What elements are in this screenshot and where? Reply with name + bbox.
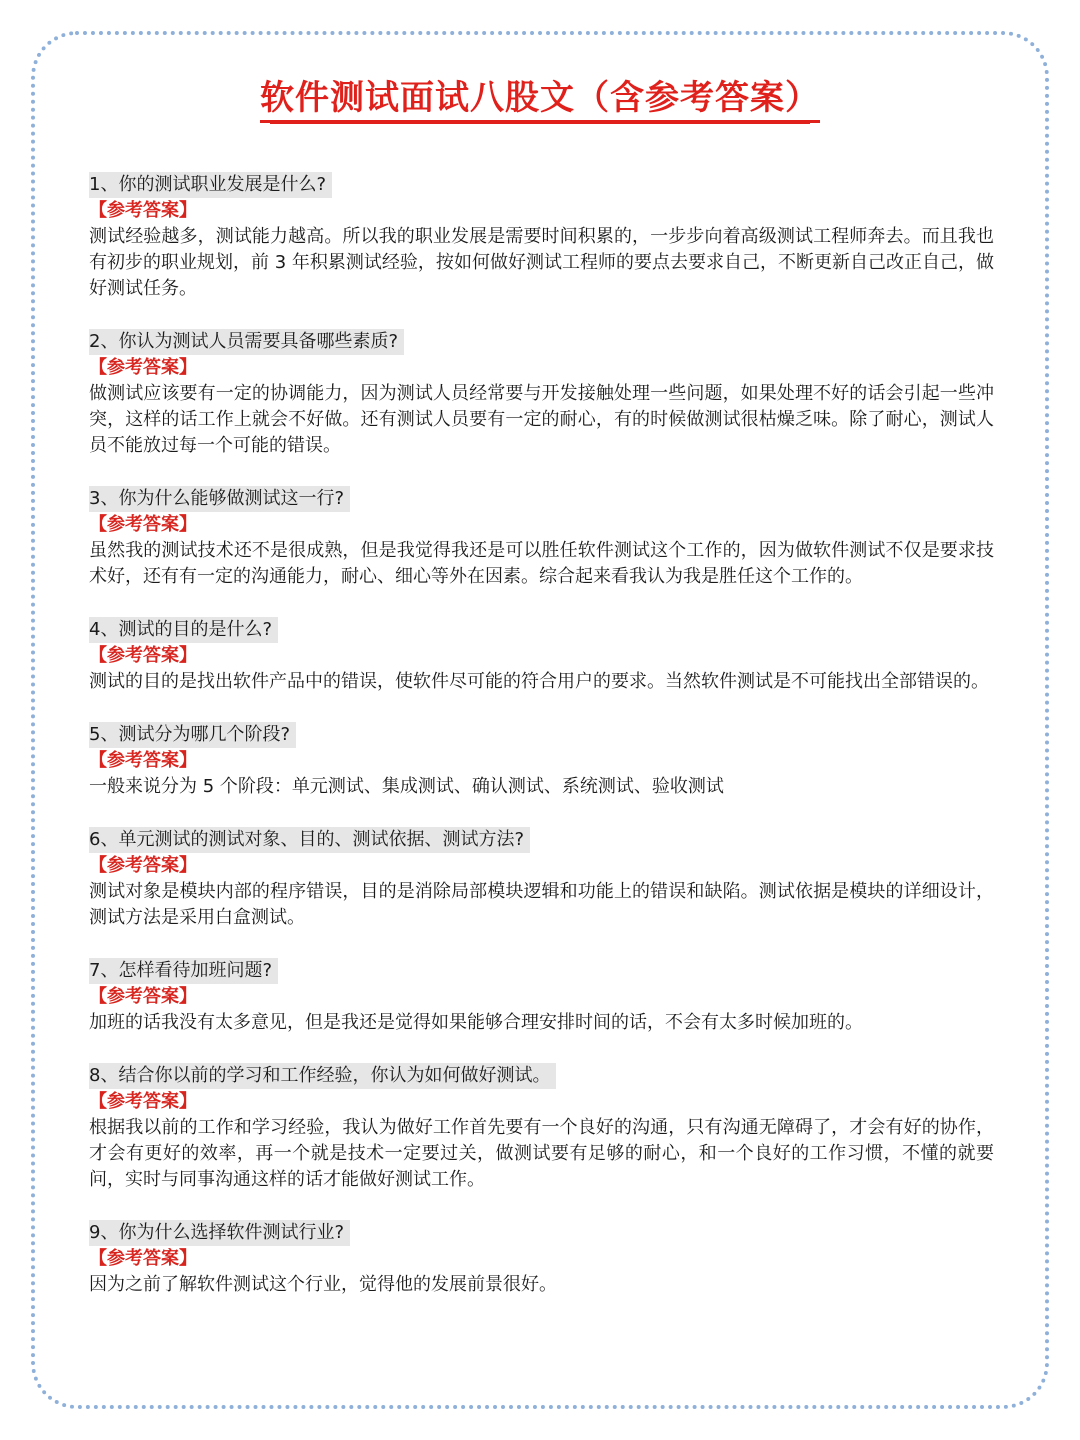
answer-8: 根据我以前的工作和学习经验，我认为做好工作首先要有一个良好的沟通，只有沟通无障碍了，才会有好的协作，才会有更好的效率，再一个就是技术一定要过关，做测试要有足够的耐心，和一个良好的工作习惯，不懂的就要问，实时与同事沟通这样的话才能做好测试工作。: [89, 1117, 994, 1190]
qa-item-7: [89, 958, 994, 1036]
question-5: 5、测试分为哪几个阶段?: [89, 722, 296, 748]
question-1: 1、你的测试职业发展是什么?: [89, 172, 332, 198]
qa-item-5: [89, 722, 994, 800]
question-8: 8、结合你以前的学习和工作经验，你认为如何做好测试。: [89, 1063, 556, 1089]
answer-tag-4: 【参考答案】: [89, 645, 197, 666]
answer-3: 虽然我的测试技术还不是很成熟，但是我觉得我还是可以胜任软件测试这个工作的，因为做软件测试不仅是要求技术好，还有有一定的沟通能力，耐心、细心等外在因素。综合起来看我认为我是胜任这个工作的。: [89, 540, 994, 587]
answer-2: 做测试应该要有一定的协调能力，因为测试人员经常要与开发接触处理一些问题，如果处理不好的话会引起一些冲突，这样的话工作上就会不好做。还有测试人员要有一定的耐心，有的时候做测试很枯燥乏味。除了耐心，测试人员不能放过每一个可能的错误。: [89, 383, 994, 456]
qa-list: [89, 172, 994, 1325]
question-7: 7、怎样看待加班问题?: [89, 958, 278, 984]
answer-tag-2: 【参考答案】: [89, 357, 197, 378]
qa-item-9: [89, 1220, 994, 1298]
answer-7: 加班的话我没有太多意见，但是我还是觉得如果能够合理安排时间的话，不会有太多时候加班的。: [89, 1012, 863, 1033]
document-title: [0, 74, 1080, 123]
question-4: 4、测试的目的是什么?: [89, 617, 278, 643]
question-9: 9、你为什么选择软件测试行业?: [89, 1220, 350, 1246]
answer-5: 一般来说分为 5 个阶段：单元测试、集成测试、确认测试、系统测试、验收测试: [89, 776, 724, 797]
answer-tag-3: 【参考答案】: [89, 514, 197, 535]
qa-item-1: [89, 172, 994, 302]
answer-tag-7: 【参考答案】: [89, 986, 197, 1007]
answer-6: 测试对象是模块内部的程序错误，目的是消除局部模块逻辑和功能上的错误和缺陷。测试依据是模块的详细设计，测试方法是采用白盒测试。: [89, 881, 994, 928]
document-title-text: 软件测试面试八股文（含参考答案）: [260, 76, 820, 123]
answer-tag-1: 【参考答案】: [89, 200, 197, 221]
qa-item-3: [89, 486, 994, 590]
answer-tag-8: 【参考答案】: [89, 1091, 197, 1112]
question-6: 6、单元测试的测试对象、目的、测试依据、测试方法?: [89, 827, 530, 853]
qa-item-4: [89, 617, 994, 695]
answer-1: 测试经验越多，测试能力越高。所以我的职业发展是需要时间积累的，一步步向着高级测试工程师奔去。而且我也有初步的职业规划，前 3 年积累测试经验，按如何做好测试工程师的要点去要求自己，不断更新自己改正自己，做好测试任务。: [89, 226, 994, 299]
title-double-underline: [270, 122, 810, 124]
qa-item-8: [89, 1063, 994, 1193]
answer-tag-9: 【参考答案】: [89, 1248, 197, 1269]
answer-4: 测试的目的是找出软件产品中的错误，使软件尽可能的符合用户的要求。当然软件测试是不可能找出全部错误的。: [89, 671, 989, 692]
qa-item-6: [89, 827, 994, 931]
answer-tag-5: 【参考答案】: [89, 750, 197, 771]
question-2: 2、你认为测试人员需要具备哪些素质?: [89, 329, 404, 355]
answer-tag-6: 【参考答案】: [89, 855, 197, 876]
qa-item-2: [89, 329, 994, 459]
answer-9: 因为之前了解软件测试这个行业，觉得他的发展前景很好。: [89, 1274, 557, 1295]
question-3: 3、你为什么能够做测试这一行?: [89, 486, 350, 512]
